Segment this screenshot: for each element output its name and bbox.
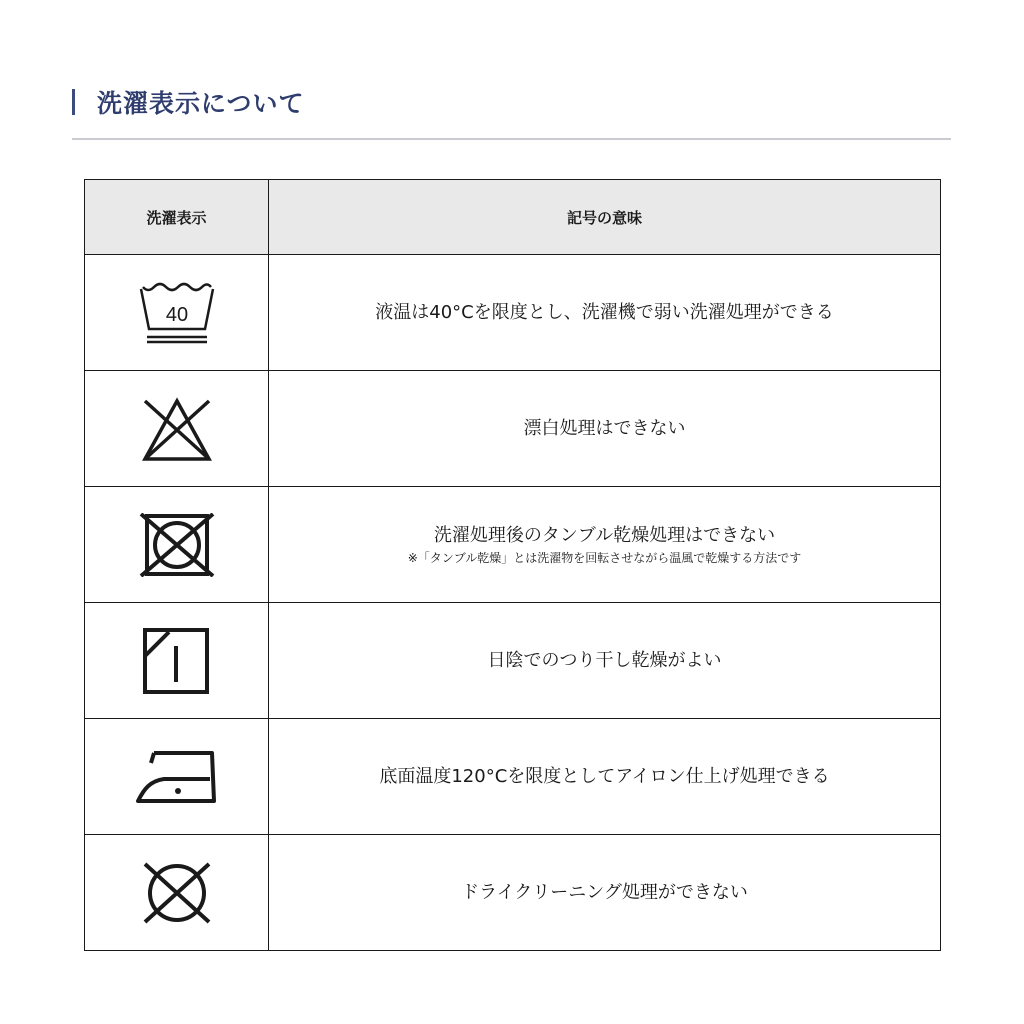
table-row (85, 835, 941, 951)
meaning-text: 洗濯処理後のタンブル乾燥処理はできない (433, 524, 776, 546)
symbol-cell (85, 255, 269, 371)
heading-accent-bar (72, 89, 75, 115)
table-row (85, 719, 941, 835)
symbol-cell (85, 487, 269, 603)
no-tumble-dry-icon (137, 513, 217, 577)
header-symbol: 洗濯表示 (85, 180, 269, 255)
symbol-cell (85, 603, 269, 719)
table-row (85, 371, 941, 487)
meaning-cell (269, 371, 941, 487)
meaning-cell (269, 835, 941, 951)
meaning-cell (269, 255, 941, 371)
meaning-text: ドライクリーニング処理ができない (461, 881, 748, 903)
meaning-text: 漂白処理はできない (523, 417, 686, 439)
meaning-text: 底面温度120°Cを限度としてアイロン仕上げ処理できる (379, 765, 830, 787)
symbol-cell (85, 719, 269, 835)
wash-temp-label: 40 (165, 303, 188, 326)
no-dry-clean-icon (137, 861, 217, 925)
table-header-row (85, 180, 941, 255)
line-dry-shade-icon (137, 626, 217, 696)
section-title: 洗濯表示について (97, 89, 305, 118)
wash-tub-40-icon (137, 281, 217, 345)
meaning-cell (269, 487, 941, 603)
meaning-text: 日陰でのつり干し乾燥がよい (487, 649, 722, 671)
header-meaning: 記号の意味 (269, 180, 941, 255)
meaning-note: ※「タンブル乾燥」とは洗濯物を回転させながら温風で乾燥する方法です (407, 550, 802, 565)
section-heading (72, 84, 305, 120)
no-bleach-icon (137, 393, 217, 465)
meaning-cell (269, 719, 941, 835)
table-row (85, 603, 941, 719)
meaning-cell (269, 603, 941, 719)
care-label-table (84, 179, 941, 951)
iron-low-icon (134, 745, 220, 809)
meaning-text: 液温は40°Cを限度とし、洗濯機で弱い洗濯処理ができる (375, 301, 834, 323)
table-row (85, 487, 941, 603)
table-row (85, 255, 941, 371)
symbol-cell (85, 371, 269, 487)
symbol-cell (85, 835, 269, 951)
heading-divider (72, 138, 951, 140)
